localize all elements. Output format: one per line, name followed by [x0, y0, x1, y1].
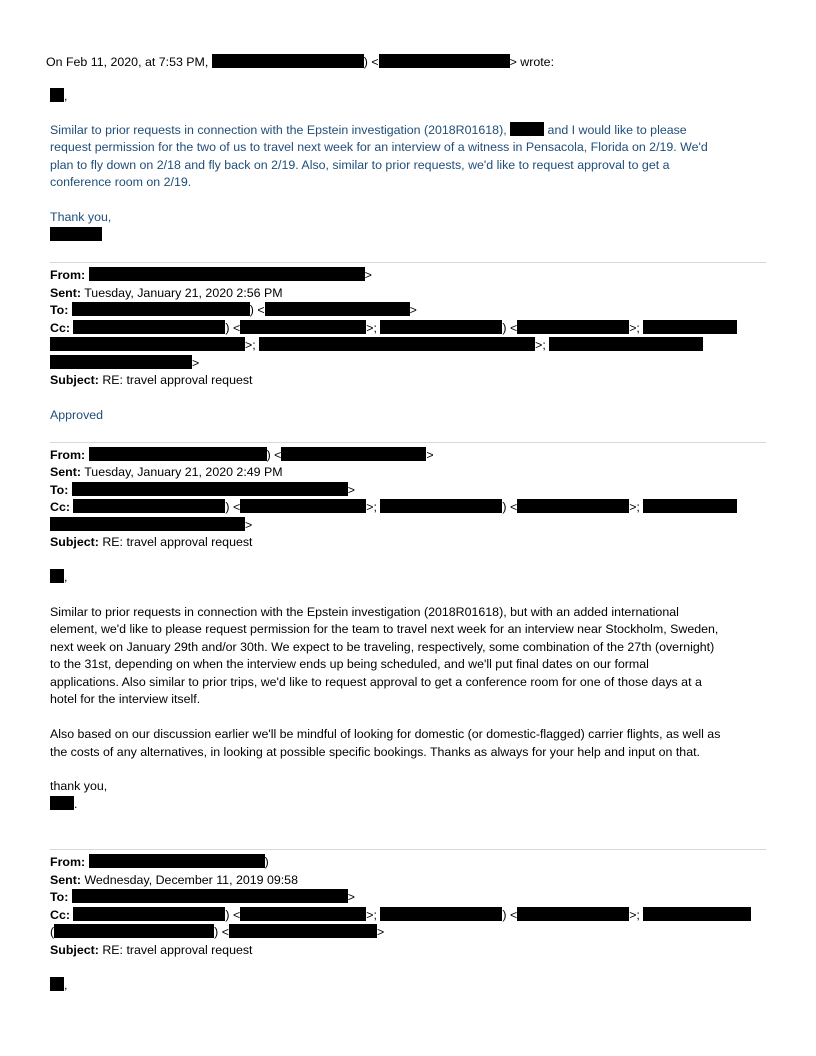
redaction-block — [73, 907, 225, 921]
redaction-block — [281, 447, 426, 461]
cc-label: Cc: — [50, 500, 70, 514]
punct: >; — [629, 908, 640, 922]
message1-line — [50, 122, 687, 139]
redaction-block — [240, 907, 366, 921]
to-label: To: — [50, 303, 69, 317]
redaction-block — [212, 54, 364, 68]
redaction-block — [50, 517, 245, 531]
email3-subject — [50, 534, 252, 551]
email3-body-line: to the 31st, depending on when the interview ends up being scheduled, and we'll put final dates on our formal — [50, 657, 649, 671]
redaction-block — [54, 924, 214, 938]
sent-value: Tuesday, January 21, 2020 2:56 PM — [84, 286, 283, 300]
punct: ) < — [225, 500, 241, 514]
subject-label: Subject: — [50, 535, 99, 549]
subject-label: Subject: — [50, 943, 99, 957]
email3-body-line: hotel for the interview itself. — [50, 692, 201, 706]
punct: >; — [366, 908, 377, 922]
redaction-block — [643, 320, 737, 334]
redaction-block — [89, 447, 267, 461]
redaction-block — [50, 337, 245, 351]
punct: ) — [264, 855, 269, 869]
punct: ( — [50, 925, 55, 939]
punct: ) < — [225, 321, 241, 335]
redaction-block — [259, 337, 535, 351]
punct: ) < — [502, 908, 518, 922]
punct: >; — [535, 338, 546, 352]
punct: ) < — [502, 321, 518, 335]
punct: > — [347, 890, 356, 904]
greeting-line — [50, 88, 67, 105]
redaction-block — [229, 924, 377, 938]
intro-suffix: > wrote: — [509, 55, 555, 69]
email3-body-line: next week on January 29th and/or 30th. We expect to be traveling, respectively, some combination of the 27th (overnight) — [50, 640, 715, 654]
email3-to — [50, 482, 355, 499]
signature-line — [50, 796, 77, 813]
redaction-block — [50, 227, 102, 241]
email3-closing: thank you, — [50, 779, 108, 793]
redaction-block — [380, 907, 502, 921]
subject-value: RE: travel approval request — [102, 535, 253, 549]
email4-cc — [50, 907, 751, 924]
redaction-block — [510, 122, 544, 136]
quoted-intro-line — [46, 54, 554, 71]
redaction-block — [240, 499, 366, 513]
redaction-block — [517, 499, 629, 513]
redaction-block — [50, 355, 192, 369]
redaction-block — [380, 320, 502, 334]
punct: >; — [366, 500, 377, 514]
redaction-block — [549, 337, 703, 351]
redaction-block — [265, 302, 410, 316]
redaction-block — [379, 54, 510, 68]
greeting-line — [50, 977, 67, 994]
redaction-block — [517, 907, 629, 921]
punct: > — [347, 483, 356, 497]
sent-label: Sent: — [50, 286, 81, 300]
redaction-block — [50, 977, 64, 991]
intro-prefix: On Feb 11, 2020, at 7:53 PM, — [46, 55, 209, 69]
divider — [50, 262, 766, 263]
redaction-block — [73, 499, 225, 513]
from-label: From: — [50, 268, 86, 282]
intro-separator: ) < — [363, 55, 379, 69]
sent-label: Sent: — [50, 465, 81, 479]
punct: >; — [629, 500, 640, 514]
email3-body-line: applications. Also similar to prior trips, we'd like to request approval to get a conference room for one of those days at a — [50, 675, 702, 689]
from-label: From: — [50, 448, 86, 462]
cc-label: Cc: — [50, 908, 70, 922]
email2-body: Approved — [50, 408, 104, 422]
redaction-block — [73, 320, 225, 334]
punct: > — [245, 518, 253, 532]
greeting-punct: , — [64, 570, 68, 584]
punct: > — [192, 356, 200, 370]
email3-body-line: Similar to prior requests in connection with the Epstein investigation (2018R01618), but with an added international — [50, 605, 679, 619]
punct: ) < — [266, 448, 282, 462]
redaction-block — [50, 796, 74, 810]
subject-value: RE: travel approval request — [102, 373, 253, 387]
greeting-punct: , — [64, 978, 68, 992]
email2-to — [50, 302, 417, 319]
greeting-line — [50, 569, 67, 586]
email3-cc-cont — [50, 517, 252, 534]
signature-line — [50, 227, 102, 244]
email2-cc — [50, 320, 737, 337]
sent-value: Tuesday, January 21, 2020 2:49 PM — [84, 465, 283, 479]
punct: > — [409, 303, 417, 317]
punct: ) < — [249, 303, 265, 317]
message1-text: and I would like to please — [547, 123, 687, 137]
punct: >; — [366, 321, 377, 335]
sent-value: Wednesday, December 11, 2019 09:58 — [84, 873, 298, 887]
redaction-block — [50, 569, 64, 583]
email4-cc-cont — [50, 924, 384, 941]
redaction-block — [643, 907, 751, 921]
greeting-punct: , — [64, 89, 68, 103]
punct: ) < — [225, 908, 241, 922]
punct: >; — [245, 338, 256, 352]
redaction-block — [72, 302, 250, 316]
redaction-block — [89, 267, 365, 281]
divider — [50, 442, 766, 443]
email3-body-line: element, we'd like to please request permission for the team to travel next week for an interview near Stockholm, Sweden, — [50, 622, 719, 636]
email2-cc-cont — [50, 355, 199, 372]
email3-sent — [50, 464, 283, 481]
message1-line: request permission for the two of us to travel next week for an interview of a witness in Pensacola, Florida on 2/19. We'd — [50, 140, 708, 154]
email2-subject — [50, 372, 252, 389]
sign-punct: . — [74, 797, 78, 811]
redaction-block — [72, 482, 348, 496]
redaction-block — [89, 854, 265, 868]
message1-closing: Thank you, — [50, 210, 112, 224]
redaction-block — [517, 320, 629, 334]
redaction-block — [240, 320, 366, 334]
email2-cc-cont — [50, 337, 703, 354]
to-label: To: — [50, 890, 69, 904]
email4-subject — [50, 942, 252, 959]
message1-text: Similar to prior requests in connection with the Epstein investigation (2018R01618), — [50, 123, 507, 137]
email3-body-line: the costs of any alternatives, in looking at possible specific bookings. Thanks as always for your help and input on that. — [50, 745, 700, 759]
punct: > — [364, 268, 372, 282]
punct: ) < — [502, 500, 518, 514]
email3-cc — [50, 499, 737, 516]
email2-from — [50, 267, 372, 284]
email4-sent — [50, 872, 298, 889]
to-label: To: — [50, 483, 69, 497]
message1-line: plan to fly down on 2/18 and fly back on 2/19. Also, similar to prior requests, we'd like to request approval to get a — [50, 158, 670, 172]
punct: >; — [629, 321, 640, 335]
email3-body-line: Also based on our discussion earlier we'll be mindful of looking for domestic (or domestic-flagged) carrier flights, as well as — [50, 727, 721, 741]
message1-line: conference room on 2/19. — [50, 175, 192, 189]
punct: ) < — [214, 925, 229, 939]
email2-sent — [50, 285, 283, 302]
punct: > — [376, 925, 385, 939]
email4-from — [50, 854, 269, 871]
subject-value: RE: travel approval request — [102, 943, 253, 957]
email3-from — [50, 447, 434, 464]
cc-label: Cc: — [50, 321, 70, 335]
redaction-block — [643, 499, 737, 513]
from-label: From: — [50, 855, 86, 869]
subject-label: Subject: — [50, 373, 99, 387]
redaction-block — [50, 88, 64, 102]
email4-to — [50, 889, 355, 906]
divider — [50, 849, 766, 850]
redaction-block — [380, 499, 502, 513]
redaction-block — [72, 889, 348, 903]
punct: > — [426, 448, 434, 462]
sent-label: Sent: — [50, 873, 81, 887]
